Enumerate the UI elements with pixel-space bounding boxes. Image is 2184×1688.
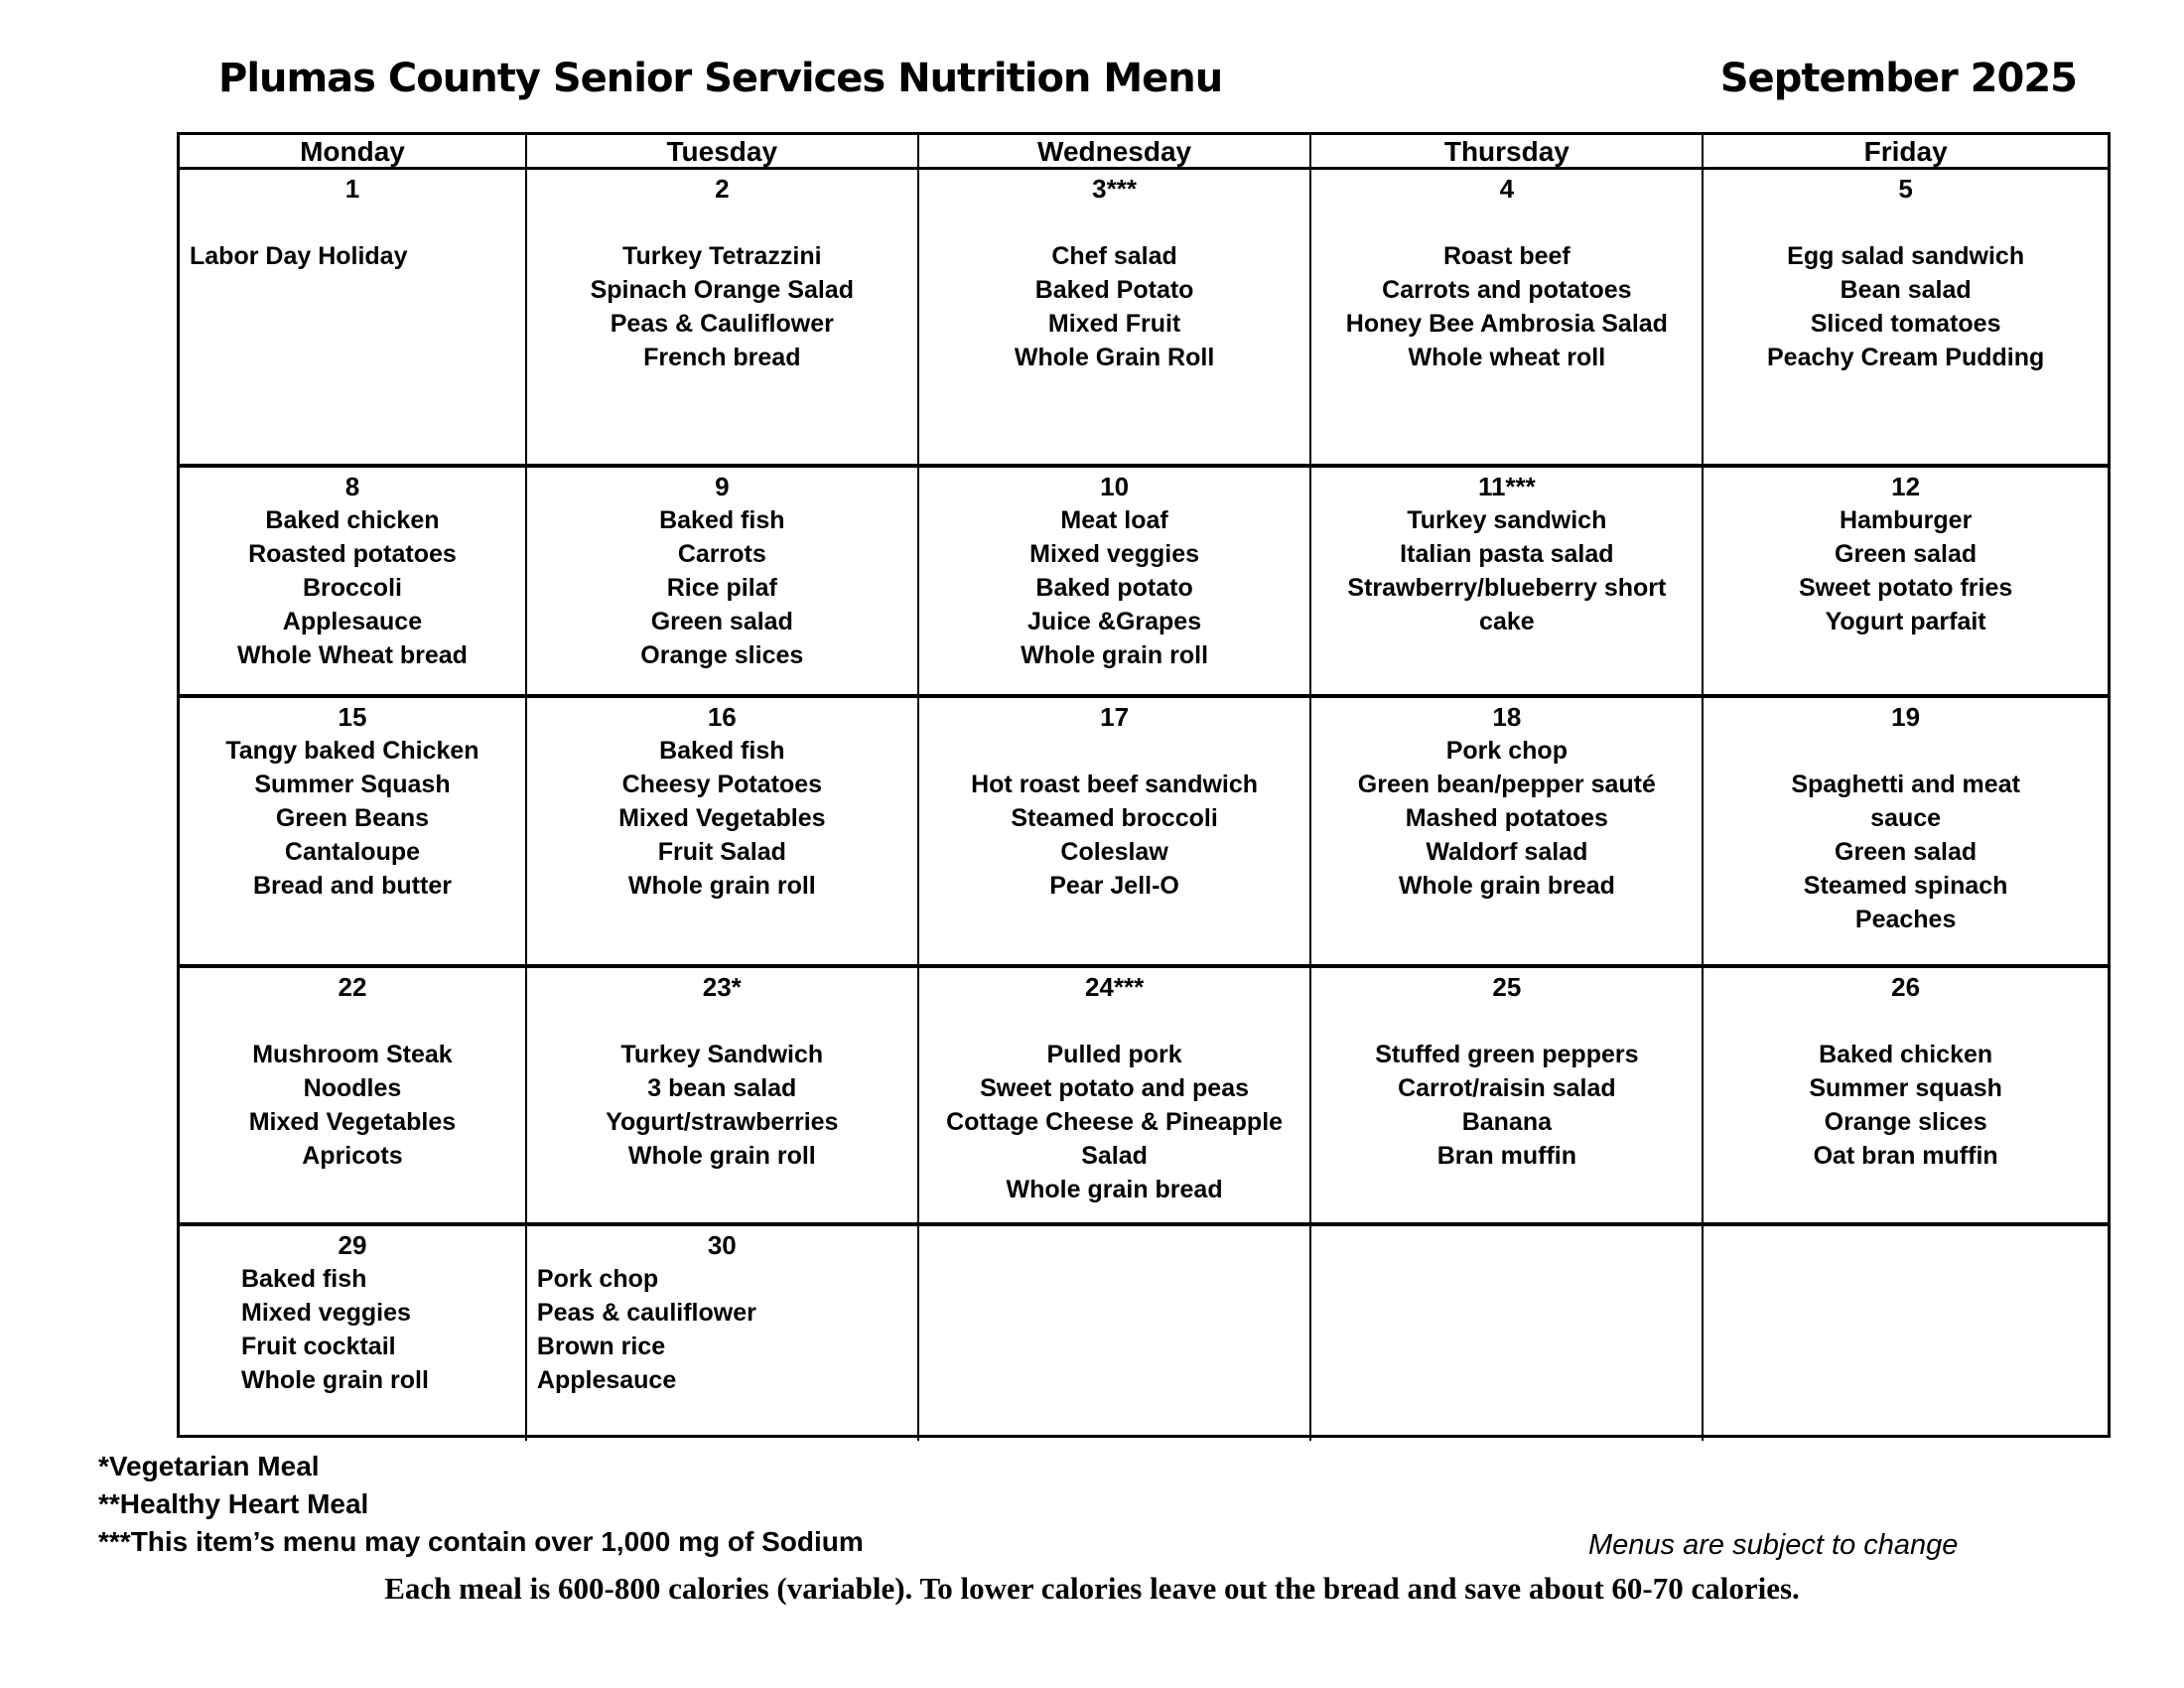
footnote: ***This item’s menu may contain over 1,000 mg of Sodium [98,1526,864,1557]
menu-line [190,1004,515,1038]
menu-line [1713,1004,2098,1038]
date-label [929,1229,1300,1262]
menu-line: Green salad [1835,838,1978,866]
menu-cell-w5-fri [1704,1226,2108,1441]
menu-cell-w3-fri [1704,698,2108,968]
menu-line: Sweet potato fries [1798,574,2013,602]
day-header-tuesday: Tuesday [527,135,919,170]
menu-line: Mixed veggies [241,1299,411,1327]
menu-line: Strawberry/blueberry short [1347,574,1667,602]
footnote: **Healthy Heart Meal [98,1488,369,1519]
menu-cell-w4-wed [919,968,1312,1226]
menu-line: Peas & Cauliflower [610,310,834,338]
menu-line: Baked Potato [1034,276,1194,304]
menu-line: sauce [1870,804,1942,832]
menu-line: French bread [643,344,801,371]
menu-cell-w3-thu [1311,698,1704,968]
menu-items [929,503,1300,672]
menu-line: Rice pilaf [666,574,777,602]
menu-line: cake [1479,608,1535,635]
week-row-3 [180,698,2108,968]
menu-line: Steamed broccoli [1011,804,1218,832]
date-label: 5 [1898,174,1913,204]
menus-subject-to-change-note: Menus are subject to change [1588,1529,1959,1561]
menu-line: Pork chop [1445,737,1568,765]
date-label: 4 [1499,174,1515,204]
date-label: 1 [344,174,360,204]
menu-items [190,206,515,273]
menu-line: Juice &Grapes [1027,608,1202,635]
menu-line: Banana [1461,1108,1553,1136]
menu-line: Baked fish [659,737,785,765]
menu-line: Fruit cocktail [241,1333,396,1360]
menu-line [1713,734,2098,768]
menu-line: Steamed spinach [1803,872,2008,900]
menu-line: Baked fish [659,506,785,534]
menu-line: Noodles [303,1074,402,1102]
menu-items [537,206,907,374]
menu-cell-w1-wed [919,170,1312,468]
menu-line: Spaghetti and meat [1791,771,2020,798]
date-label: 19 [1891,702,1921,732]
menu-line [929,734,1300,768]
menu-items [190,1004,515,1173]
menu-line: Italian pasta salad [1400,540,1614,568]
menu-line: Tangy baked Chicken [225,737,479,765]
menu-line: Peaches [1854,906,1957,933]
month-title: September 2025 [1719,56,2077,101]
menu-items [537,1004,907,1173]
menu-line [929,206,1300,239]
menu-line: Carrots [677,540,766,568]
menu-line [929,1004,1300,1038]
day-header-friday: Friday [1704,135,2108,170]
menu-line: Applesauce [282,608,423,635]
menu-line: Mixed Vegetables [248,1108,457,1136]
menu-line: Honey Bee Ambrosia Salad [1345,310,1668,338]
menu-line: 3 bean salad [647,1074,797,1102]
date-label: 29 [338,1230,367,1260]
menu-line: Whole grain bread [1398,872,1615,900]
date-label: 30 [707,1230,737,1260]
menu-line: Green bean/pepper sauté [1357,771,1656,798]
menu-cell-w5-mon [180,1226,527,1441]
menu-cell-w4-mon [180,968,527,1226]
menu-cell-w4-fri [1704,968,2108,1226]
date-label [1321,1229,1692,1262]
menu-cell-w1-tue [527,170,919,468]
date-label: 10 [1100,472,1130,501]
menu-items [537,1262,907,1397]
menu-line: Pear Jell-O [1049,872,1179,900]
menu-line: Turkey Sandwich [620,1041,824,1068]
menu-items [190,1262,515,1397]
date-label: 9 [715,472,730,501]
menu-line [1321,206,1692,239]
menu-line: Spinach Orange Salad [590,276,854,304]
menu-line: Baked fish [241,1265,367,1293]
menu-cell-w4-tue [527,968,919,1226]
menu-items [1321,734,1692,903]
date-label: 2 [715,174,730,204]
menu-line: Mixed Fruit [1047,310,1181,338]
menu-items [1713,206,2098,374]
menu-line: Whole grain roll [627,872,816,900]
footnotes [98,1448,864,1561]
menu-line: Bread and butter [252,872,452,900]
menu-line: Peas & cauliflower [536,1299,756,1327]
menu-line: Carrot/raisin salad [1398,1074,1616,1102]
menu-line: Turkey sandwich [1407,506,1607,534]
menu-line: Meat loaf [1060,506,1168,534]
menu-table [177,132,2111,1438]
menu-line: Hot roast beef sandwich [971,771,1259,798]
menu-line: Turkey Tetrazzini [622,242,822,270]
menu-line: Yogurt/strawberries [606,1108,839,1136]
menu-line: Salad [1081,1142,1148,1170]
menu-cell-w3-wed [919,698,1312,968]
date-label: 3*** [1092,174,1137,204]
menu-items [929,1004,1300,1206]
menu-line: Yogurt parfait [1825,608,1986,635]
menu-cell-w3-tue [527,698,919,968]
menu-items [1321,206,1692,374]
menu-line: Cottage Cheese & Pineapple [946,1108,1284,1136]
menu-cell-w1-fri [1704,170,2108,468]
menu-line: Applesauce [536,1366,677,1394]
menu-cell-w3-mon [180,698,527,968]
menu-items [1321,1004,1692,1173]
date-label: 26 [1891,972,1921,1002]
date-label: 16 [707,702,737,732]
menu-line [537,1004,907,1038]
menu-items [537,734,907,903]
menu-line: Summer Squash [254,771,451,798]
page-title: Plumas County Senior Services Nutrition Menu [218,56,1223,101]
menu-line: Hamburger [1839,506,1973,534]
date-label: 15 [338,702,367,732]
week-row-4 [180,968,2108,1226]
menu-line: Peachy Cream Pudding [1767,344,2045,371]
menu-line: Pulled pork [1046,1041,1182,1068]
menu-line: Carrots and potatoes [1382,276,1632,304]
menu-cell-w5-thu [1311,1226,1704,1441]
week-row-2 [180,468,2108,698]
menu-cell-w2-mon [180,468,527,698]
calories-note: Each meal is 600-800 calories (variable). To lower calories leave out the bread and save about 60-70 calories. [384,1571,1800,1606]
menu-cell-w2-wed [919,468,1312,698]
menu-cell-w1-mon [180,170,527,468]
menu-line: Waldorf salad [1426,838,1588,866]
menu-line: Summer squash [1809,1074,2002,1102]
menu-line: Chef salad [1051,242,1177,270]
menu-line: Roast beef [1442,242,1570,270]
menu-cell-w4-thu [1311,968,1704,1226]
menu-line: Sweet potato and peas [980,1074,1250,1102]
day-header-wednesday: Wednesday [919,135,1312,170]
menu-line: Pork chop [536,1265,659,1293]
menu-line: Bran muffin [1436,1142,1576,1170]
week-row-1 [180,170,2108,468]
menu-line: Cheesy Potatoes [621,771,823,798]
menu-line: Mushroom Steak [252,1041,453,1068]
menu-line: Bean salad [1840,276,1972,304]
menu-line: Whole Wheat bread [236,641,468,669]
menu-line: Roasted potatoes [248,540,457,568]
footnote: *Vegetarian Meal [98,1451,320,1481]
date-label: 22 [338,972,367,1002]
menu-line: Labor Day Holiday [190,242,408,270]
menu-items [1713,503,2098,638]
menu-line: Cantaloupe [284,838,421,866]
menu-line: Coleslaw [1060,838,1168,866]
menu-line: Mixed Vegetables [618,804,826,832]
menu-line [190,206,515,239]
menu-cell-w2-tue [527,468,919,698]
menu-line: Fruit Salad [657,838,786,866]
menu-line [537,206,907,239]
date-label: 25 [1492,972,1522,1002]
day-header-monday: Monday [180,135,527,170]
date-label: 8 [344,472,360,501]
menu-items [537,503,907,672]
date-label: 11*** [1477,472,1536,501]
menu-cell-w2-fri [1704,468,2108,698]
menu-items [1321,503,1692,638]
day-header-row [180,135,2108,170]
menu-line: Mixed veggies [1029,540,1200,568]
date-label: 18 [1492,702,1522,732]
menu-line: Baked chicken [1819,1041,1993,1068]
menu-line: Apricots [302,1142,403,1170]
menu-line [1713,206,2098,239]
menu-cell-w5-tue [527,1226,919,1441]
menu-line: Whole Grain Roll [1014,344,1215,371]
menu-line: Oat bran muffin [1813,1142,1998,1170]
date-label: 23* [702,972,742,1002]
menu-line: Green salad [1835,540,1978,568]
menu-line: Whole grain roll [627,1142,816,1170]
menu-line: Whole grain roll [241,1366,429,1394]
menu-items [929,206,1300,374]
menu-line: Baked potato [1035,574,1193,602]
menu-line: Baked chicken [265,506,440,534]
date-label: 17 [1100,702,1130,732]
menu-cell-w1-thu [1311,170,1704,468]
date-label [1713,1229,2098,1262]
day-header-thursday: Thursday [1311,135,1704,170]
menu-line: Whole grain bread [1006,1176,1223,1203]
menu-line [1321,1004,1692,1038]
menu-line: Green Beans [275,804,430,832]
menu-cell-w2-thu [1311,468,1704,698]
menu-line: Brown rice [536,1333,666,1360]
menu-line: Egg salad sandwich [1787,242,2025,270]
menu-line: Broccoli [302,574,402,602]
menu-items [190,734,515,903]
date-label: 24*** [1084,972,1145,1002]
menu-line: Green salad [650,608,793,635]
menu-line: Sliced tomatoes [1810,310,2001,338]
menu-items [1713,1004,2098,1173]
week-row-5 [180,1226,2108,1441]
menu-items [1713,734,2098,936]
menu-line: Whole grain roll [1021,641,1209,669]
menu-line: Mashed potatoes [1405,804,1608,832]
menu-items [190,503,515,672]
date-label: 12 [1891,472,1921,501]
menu-cell-w5-wed [919,1226,1312,1441]
menu-items [929,734,1300,903]
menu-line: Orange slices [1824,1108,1987,1136]
menu-line: Whole wheat roll [1408,344,1606,371]
menu-line: Orange slices [640,641,804,669]
menu-line: Stuffed green peppers [1375,1041,1639,1068]
